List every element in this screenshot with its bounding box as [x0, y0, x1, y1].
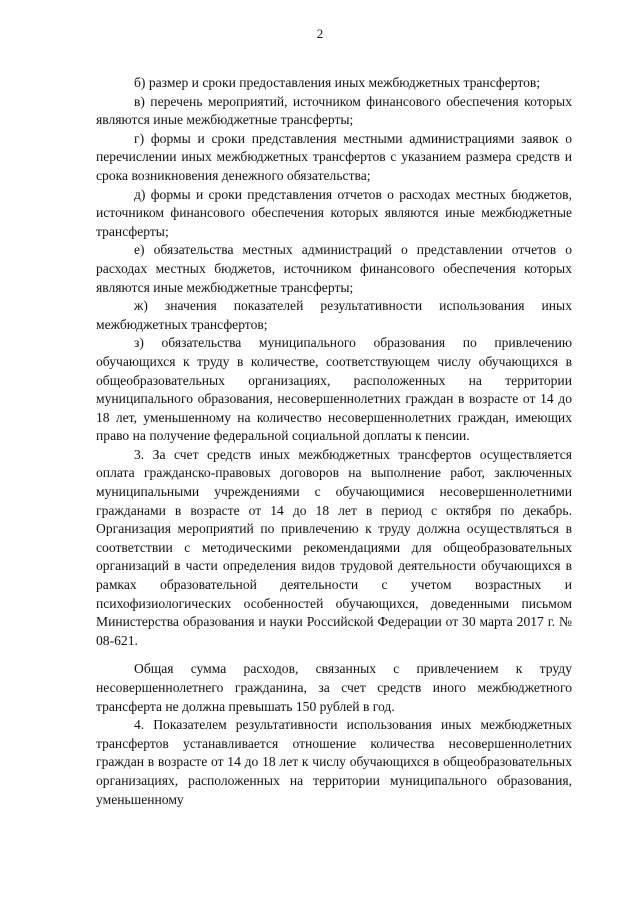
paragraph-z: з) обязательства муниципального образования по привлечению обучающихся к труду в количестве, соответствующем числу обучающихся в общеобразовательных организациях, расположенных на территории муниципального образования, несовершеннолетних граждан в возрасте от 14 до 18 лет, уменьшенному на количество несовершеннолетних граждан, имеющих право на получение федеральной социальной доплаты к пенсии. [96, 335, 572, 444]
paragraph-d: д) формы и сроки представления отчетов о расходах местных бюджетов, источником финансового обеспечения которых являются иные межбюджетные трансферты; [96, 186, 572, 239]
paragraph-e: е) обязательства местных администраций о представлении отчетов о расходах местных бюджетов, источником финансового обеспечения которых являются иные межбюджетные трансферты; [96, 242, 572, 295]
paragraph-total-sum: Общая сумма расходов, связанных с привлечением к труду несовершеннолетнего гражданина, за счет средств иного межбюджетного трансферта не должна превышать 150 рублей в год. [96, 661, 572, 714]
paragraph-v: в) перечень мероприятий, источником финансового обеспечения которых являются иные межбюджетные трансферты; [96, 93, 572, 128]
paragraph-g: г) формы и сроки представления местными администрациями заявок о перечислении иных межбюджетных трансфертов с указанием размера средств и срока возникновения денежного обязательства; [96, 130, 572, 183]
paragraph-b: б) размер и сроки предоставления иных межбюджетных трансфертов; [134, 75, 541, 90]
paragraph-3: 3. За счет средств иных межбюджетных трансфертов осуществляется оплата гражданско-правовых договоров на выполнение работ, заключенных муниципальными учреждениями с обучающимися несовершеннолетними гражданами в возрасте от 14 до 18 лет в период с октября по декабрь. Организация мероприятий по привлечению к труду должна осуществляться в соответствии с методическими рекомендациями для общеобразовательных организаций в части определения видов трудовой деятельности обучающихся в рамках образовательной деятельности с учетом возрастных и психофизиологических особенностей обучающихся, доведенными письмом Министерства образования и науки Российской Федерации от 30 марта 2017 г. № 08-621. [96, 446, 572, 648]
document-body [96, 74, 572, 809]
paragraph-4: 4. Показателем результативности использования иных межбюджетных трансфертов устанавливается отношение количества несовершеннолетних граждан в возрасте от 14 до 18 лет к числу обучающихся в общеобразовательных организациях, расположенных на территории муниципального образования, уменьшенному [96, 717, 572, 807]
paragraph-zh: ж) значения показателей результативности использования иных межбюджетных трансфертов; [96, 298, 572, 332]
page-number: 2 [316, 26, 324, 41]
